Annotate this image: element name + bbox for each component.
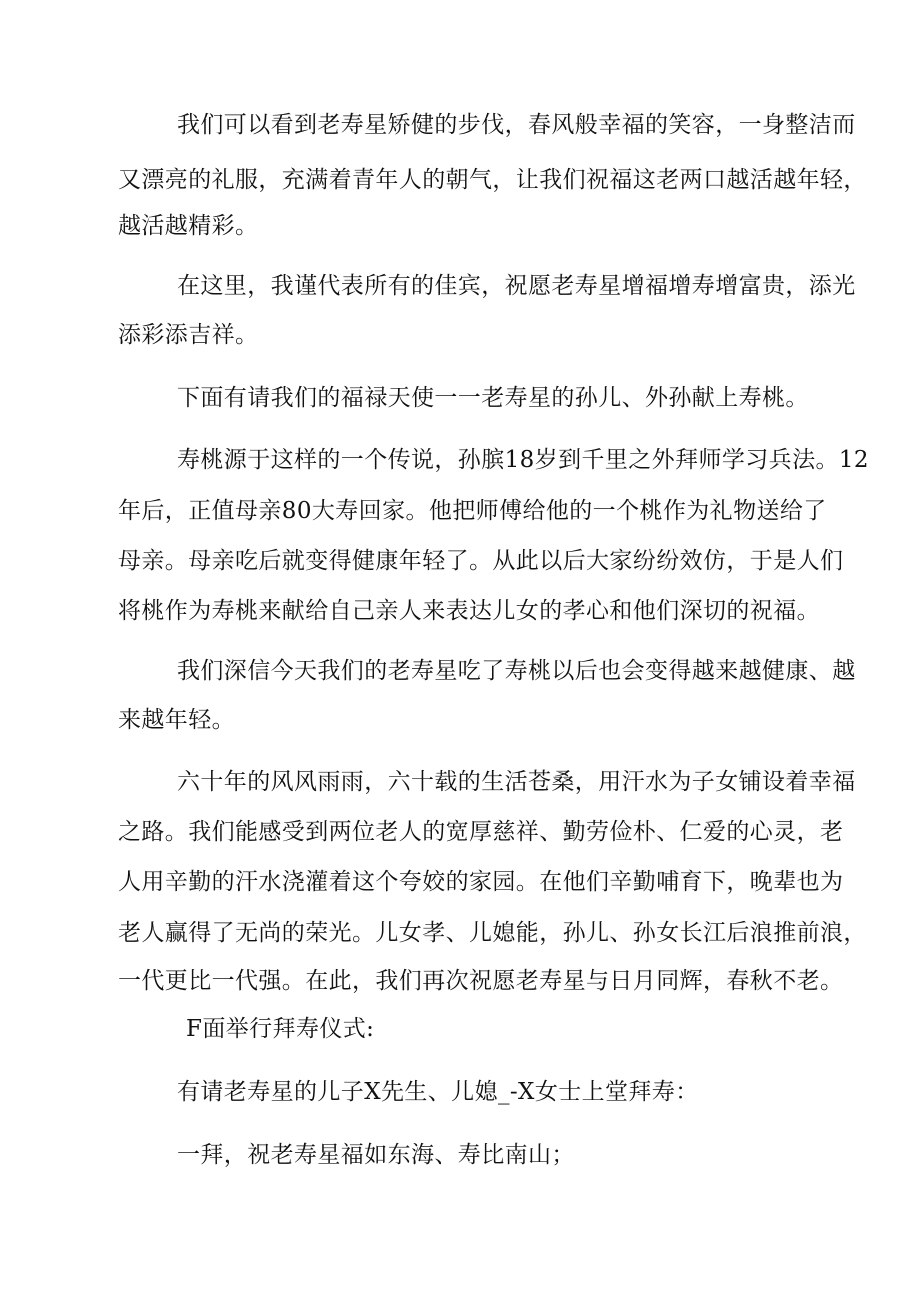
- paragraph-8-line-1: 有请老寿星的儿子X先生、儿媳_-X女士上堂拜寿：: [177, 1079, 699, 1105]
- paragraph-2-line-1: 在这里，我谨代表所有的佳宾，祝愿老寿星增福增寿增富贵，添光: [177, 273, 856, 299]
- paragraph-5-line-2: 来越年轻。: [118, 707, 235, 733]
- paragraph-1-line-1: 我们可以看到老寿星矫健的步伐，春风般幸福的笑容，一身整洁而: [177, 112, 856, 138]
- paragraph-1-line-3: 越活越精彩。: [118, 213, 259, 239]
- paragraph-5-line-1: 我们深信今天我们的老寿星吃了寿桃以后也会变得越来越健康、越: [177, 658, 856, 684]
- paragraph-6-line-2: 之路。我们能感受到两位老人的宽厚慈祥、勤劳俭朴、仁爱的心灵，老: [118, 819, 844, 845]
- paragraph-7-line-1: F面举行拜寿仪式:: [186, 1016, 375, 1042]
- paragraph-6-line-1: 六十年的风风雨雨，六十载的生活苍桑，用汗水为子女铺设着幸福: [177, 769, 856, 795]
- paragraph-3-line-1: 下面有请我们的福禄天使一一老寿星的孙儿、外孙献上寿桃。: [177, 385, 809, 411]
- paragraph-4-line-2: 年后，正值母亲80大寿回家。他把师傅给他的一个桃作为礼物送给了: [118, 498, 827, 524]
- paragraph-4-line-4: 将桃作为寿桃来献给自己亲人来表达儿女的孝心和他们深切的祝福。: [118, 598, 820, 624]
- paragraph-2-line-2: 添彩添吉祥。: [118, 322, 259, 348]
- paragraph-6-line-5: 一代更比一代强。在此，我们再次祝愿老寿星与日月同辉，春秋不老。: [118, 968, 844, 994]
- paragraph-9-line-1: 一拜，祝老寿星福如东海、寿比南山；: [177, 1142, 575, 1168]
- paragraph-4-line-3: 母亲。母亲吃后就变得健康年轻了。从此以后大家纷纷效仿，于是人们: [118, 548, 844, 574]
- paragraph-1-line-2: 又漂亮的礼服，充满着青年人的朝气，让我们祝福这老两口越活越年轻，: [118, 167, 867, 193]
- paragraph-6-line-3: 人用辛勤的汗水浇灌着这个夸姣的家园。在他们辛勤哺育下，晚辈也为: [118, 869, 844, 895]
- paragraph-6-line-4: 老人赢得了无尚的荣光。儿女孝、儿媳能，孙儿、孙女长江后浪推前浪，: [118, 920, 867, 946]
- paragraph-4-line-1: 寿桃源于这样的一个传说，孙膑18岁到千里之外拜师学习兵法。12: [177, 447, 869, 473]
